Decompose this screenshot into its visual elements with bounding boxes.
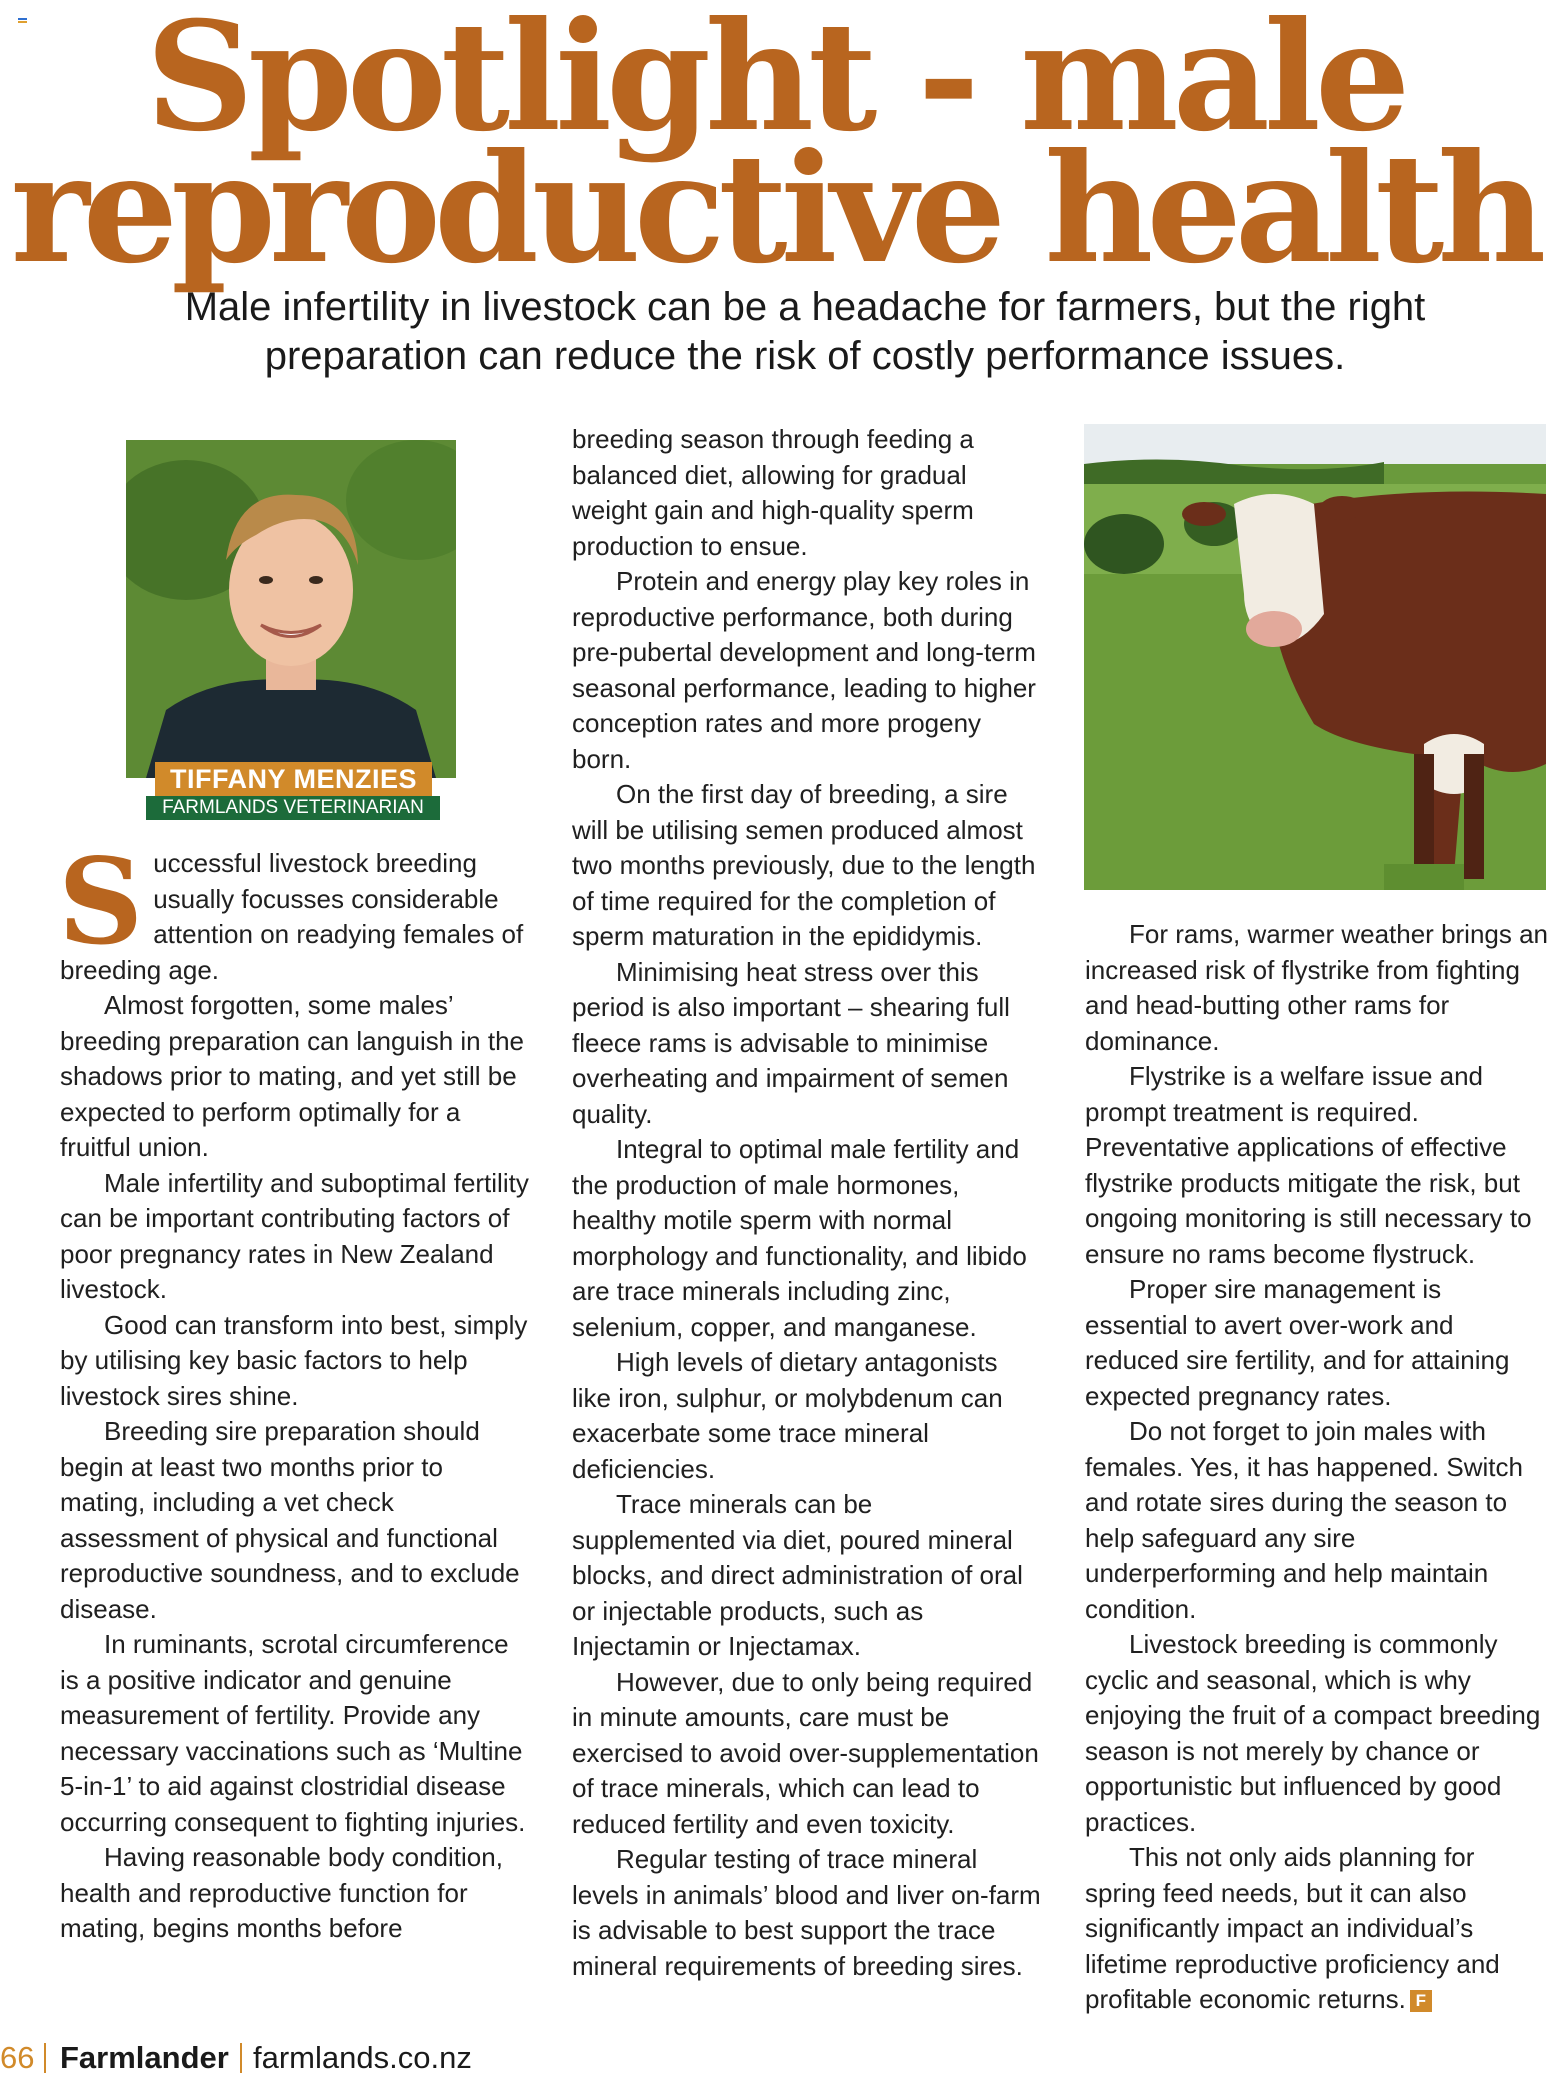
end-of-article-icon: F [1410,1990,1432,2012]
article-column-3 [1085,917,1550,2018]
footer-divider [44,2043,46,2073]
paragraph: breeding season through feeding a balanced diet, allowing for gradual weight gain and high-quality sperm production to ensue. [572,424,974,561]
paragraph: Flystrike is a welfare issue and prompt treatment is required. Preventative applications of effective flystrike products mitigate the risk, but ongoing monitoring is still necessary to ensure no rams become flystruck. [1085,1061,1532,1269]
paragraph: For rams, warmer weather brings an increased risk of flystrike from fighting and head-butting other rams for dominance. [1085,919,1549,1056]
headline-line-1: Spotlight - male [145,0,1405,165]
paragraph: uccessful livestock breeding usually focusses considerable attention on readying females of breeding age. [60,848,524,985]
paragraph: Good can transform into best, simply by utilising key basic factors to help livestock sires shine. [60,1309,528,1411]
publication-name: Farmlander [60,2040,229,2075]
author-photo [126,440,456,778]
paragraph: Minimising heat stress over this period is also important – shearing full fleece rams is advisable to minimise overheating and impairment of semen quality. [572,956,1010,1129]
paragraph: High levels of dietary antagonists like iron, sulphur, or molybdenum can exacerbate some trace mineral deficiencies. [572,1347,1003,1484]
paragraph: However, due to only being required in minute amounts, care must be exercised to avoid over-supplementation of trace minerals, which can lead to reduced fertility and even toxicity. [572,1666,1039,1839]
last-paragraph [1085,1840,1550,2018]
page-number: 66 [0,2040,35,2075]
paragraph: Having reasonable body condition, health and reproductive function for mating, begins months before [60,1842,503,1943]
website-link[interactable]: farmlands.co.nz [253,2040,472,2075]
paragraph-text: This not only aids planning for spring feed needs, but it can also significantly impact an individual’s lifetime reproductive proficiency and profitable economic returns. [1085,1842,1500,2014]
standfirst [80,283,1530,381]
paragraph: Almost forgotten, some males’ breeding preparation can languish in the shadows prior to mating, and yet still be expected to perform optimally for a fruitful union. [60,990,525,1162]
paragraph: Protein and energy play key roles in reproductive performance, both during pre-pubertal development and long-term seasonal performance, leading to higher conception rates and more progeny born. [572,566,1036,774]
article-column-2 [572,422,1042,1984]
paragraph: In ruminants, scrotal circumference is a positive indicator and genuine measurement of fertility. Provide any necessary vaccinations such as ‘Multine 5-in-1’ to aid against clostridial disease occurring consequent to fighting injuries. [60,1629,526,1837]
paragraph: On the first day of breeding, a sire will be utilising semen produced almost two months previously, due to the length of time required for the completion of sperm maturation in the epididymis. [572,779,1036,951]
paragraph: Proper sire management is essential to avert over-work and reduced sire fertility, and for attaining expected pregnancy rates. [1085,1274,1510,1411]
standfirst-line-2: preparation can reduce the risk of costly performance issues. [264,334,1346,378]
paragraph: Trace minerals can be supplemented via diet, poured mineral blocks, and direct administration of oral or injectable products, such as Injectamin or Injectamax. [572,1489,1023,1661]
paragraph: Male infertility and suboptimal fertility can be important contributing factors of poor pregnancy rates in New Zealand livestock. [60,1167,529,1304]
hereford-bull-photo [1084,424,1546,890]
standfirst-line-1: Male infertility in livestock can be a headache for farmers, but the right [184,285,1426,329]
drop-cap: S [58,832,144,971]
author-title: FARMLANDS VETERINARIAN [146,796,440,820]
paragraph: Do not forget to join males with females. Yes, it has happened. Switch and rotate sires during the season to help safeguard any sire underperforming and help maintain condition. [1085,1416,1523,1624]
paragraph: Integral to optimal male fertility and the production of male hormones, healthy motile sperm with normal morphology and functionality, and libido are trace minerals including zinc, selenium, copper, and manganese. [572,1134,1027,1342]
footer-divider [240,2043,242,2073]
article-column-1 [58,832,530,1947]
headline-line-2: reproductive health [10,121,1540,297]
author-name: TIFFANY MENZIES [155,762,432,796]
page-footer [0,2038,600,2076]
paragraph: Livestock breeding is commonly cyclic and seasonal, which is why enjoying the fruit of a compact breeding season is not merely by chance or opportunistic but influenced by good practices. [1085,1629,1541,1837]
paragraph: Breeding sire preparation should begin at least two months prior to mating, including a vet check assessment of physical and functional reproductive soundness, and to exclude disease. [60,1416,520,1624]
paragraph: Regular testing of trace mineral levels in animals’ blood and liver on-farm is advisable to best support the trace mineral requirements of breeding sires. [572,1844,1041,1981]
